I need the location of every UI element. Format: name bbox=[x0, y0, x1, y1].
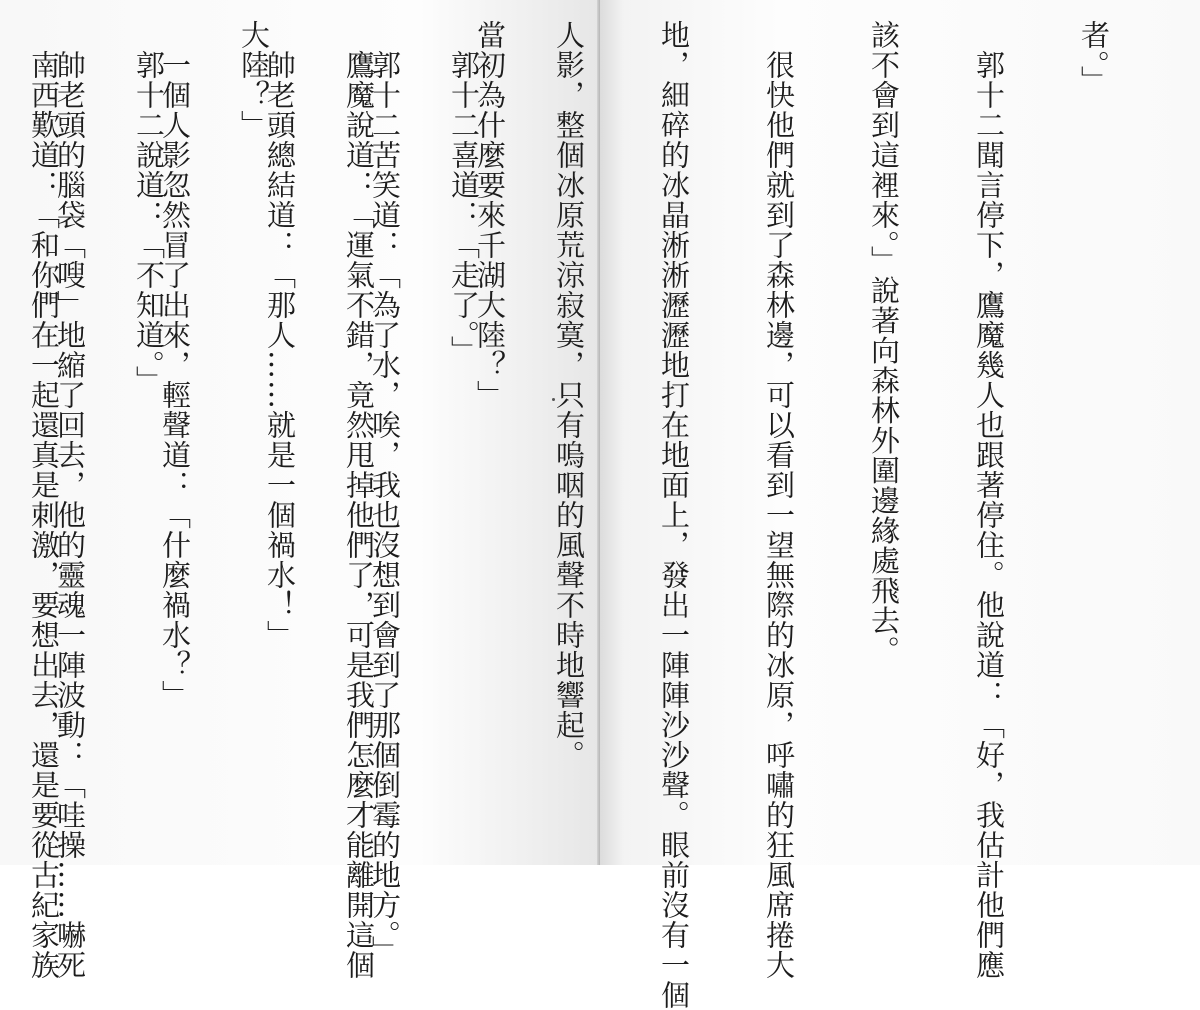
text-line: 鷹魔說道：「運氣不錯，竟然甩掉他們了，可是我們怎麼才能離開這個 bbox=[342, 20, 376, 980]
text-line: 人影，整個冰原荒涼寂寞，只有嗚咽的風聲不時地響起。 bbox=[552, 20, 586, 770]
text-line: 帥老頭總結道：「那人……就是一個禍水！」 bbox=[263, 20, 297, 650]
text-line: 地，細碎的冰晶淅淅瀝瀝地打在地面上，發出一陣陣沙沙聲。眼前沒有一個 bbox=[657, 20, 691, 1010]
text-line: 南西歎道：「和你們在一起還真是刺激，要想出去，還是要從古紀家族 bbox=[27, 20, 61, 980]
text-line: 郭十二聞言停下，鷹魔幾人也跟著停住。他說道：「好，我估計他們應 bbox=[972, 20, 1006, 980]
text-line: 一個人影忽然冒了出來，輕聲道：「什麼禍水？」 bbox=[158, 20, 192, 710]
text-line: 者。」 bbox=[1077, 20, 1111, 96]
text-line: 該不會到這裡來。」說著向森林外圍邊緣處飛去。 bbox=[867, 20, 901, 666]
text-line: 郭十二苦笑道：「為了水，唉，我也沒想到會到了那個倒霉的地方。」 bbox=[368, 20, 402, 966]
text-line: 當初為什麼要來千湖大陸？」 bbox=[473, 20, 507, 410]
right-page-text bbox=[0, 20, 1181, 1010]
text-line: 郭十二喜道：「走了。」 bbox=[447, 20, 481, 366]
text-line: 很快他們就到了森林邊，可以看到一望無際的冰原，呼嘯的狂風席捲大 bbox=[762, 20, 796, 980]
text-line: 大陸？」 bbox=[237, 20, 271, 140]
text-line: 帥老頭的腦袋「嗖」地縮了回去，他的靈魂一陣波動：「哇操……嚇死 bbox=[53, 20, 87, 980]
text-line: 郭十二說道：「不知道。」 bbox=[132, 20, 166, 396]
